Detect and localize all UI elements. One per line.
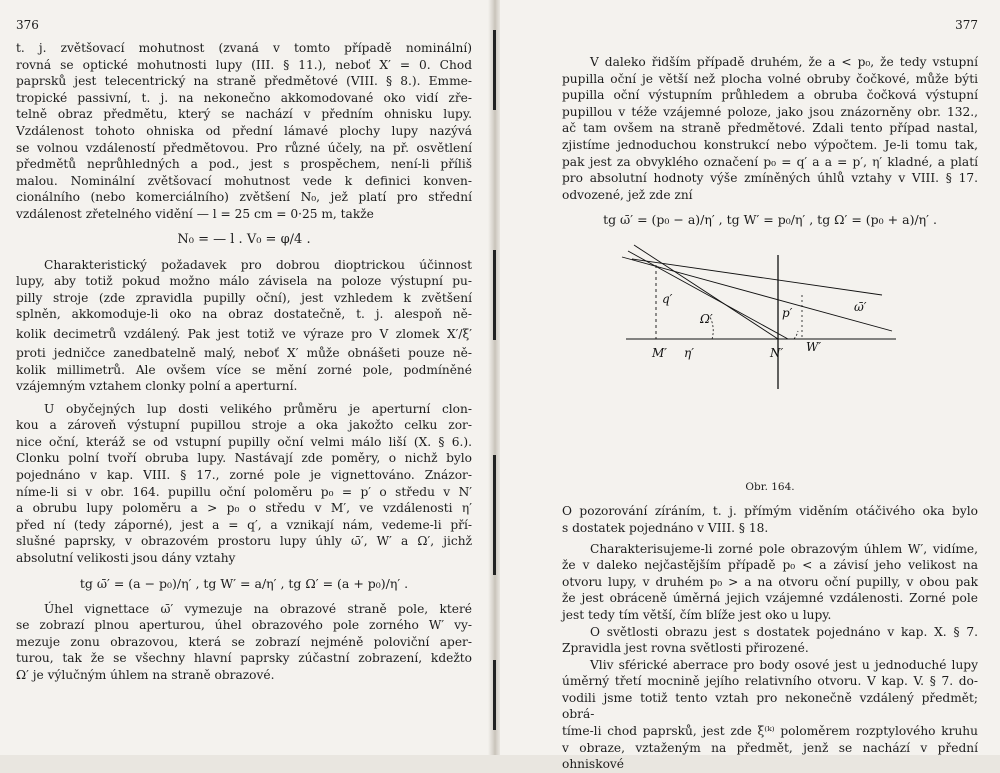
- right-para-1: [562, 54, 978, 203]
- text-line: pak jest za obvyklého označení p₀ = q′ a a = p′, η′ kladné, a platí: [562, 154, 978, 169]
- figure-164: [562, 237, 978, 475]
- angle-arc: [794, 331, 798, 339]
- label-p: p′: [782, 306, 793, 321]
- text-line: pupillou v téže vzájemné poloze, jako jsou znázorněny obr. 132.,: [562, 104, 978, 119]
- text-line: Vzdálenost tohoto ohniska od přední lámavé plochy lupy nazývá: [16, 123, 472, 138]
- figure-caption: Obr. 164.: [745, 481, 795, 494]
- text-line: proti jedničce zanedbatelně malý, neboť X′ může obnášeti pouze ně-: [16, 345, 472, 360]
- text-line: mezuje zonu obrazovou, která se zobrazí nejméně poloviční aper-: [16, 634, 472, 649]
- text-line: Charakteristický požadavek pro dobrou dioptrickou účinnost: [44, 257, 472, 272]
- text-line: úměrný třetí mocnině jejího relativního otvoru. V kap. V. § 7. do-: [562, 674, 978, 689]
- text-line: ač tam ovšem na straně předmětové. Zdali tento případ nastal,: [562, 121, 978, 136]
- gutter-shadow: [493, 455, 496, 575]
- right-para-4: [562, 624, 978, 657]
- left-para-4: [16, 601, 472, 684]
- gutter-shadow: [493, 250, 496, 340]
- text-line: pilly stroje (zde zpravidla pupilly oční), jest vzhledem k zvětšení: [16, 290, 472, 305]
- text-line: splněn, akkomoduje-li oko na obraz dostatečně, t. j. alespoň ně-: [16, 307, 472, 322]
- text-line: cionálního (nebo komerciálního) zvětšení N₀, jež platí pro střední: [16, 190, 472, 205]
- left-page: [0, 0, 490, 755]
- text-line: a obrubu lupy poloměru a > p₀ o středu v M′, ve vzdálenosti η′: [16, 501, 472, 516]
- text-line: pupilla oční výstupním průhledem a obruba čočková výstupní: [562, 88, 978, 103]
- text-line: otvoru lupy, v druhém p₀ > a na otvoru oční pupilly, v obou pak: [562, 574, 978, 589]
- formula-n0: N₀ = — l . V₀ = φ/4 .: [177, 231, 311, 247]
- right-para-3: [562, 541, 978, 624]
- text-line: t. j. zvětšovací mohutnost (zvaná v tomto případě nominální): [16, 41, 472, 55]
- optics-diagram: [562, 237, 978, 475]
- text-line: Ω′ je výlučným úhlem na straně obrazové.: [16, 668, 275, 682]
- text-line: před ní (tedy záporné), jest a = q′, a vznikají nám, vedeme-li pří-: [16, 517, 472, 532]
- formula-tangents-left: tg ω̄′ = (a − p₀)/η′ , tg W′ = a/η′ , tg Ω′ = (a + p₀)/η′ .: [79, 575, 409, 591]
- page-number-right: 377: [955, 18, 978, 32]
- text-line: O pozorování zíráním, t. j. přímým viděním otáčivého oka bylo: [562, 504, 978, 519]
- gutter-shadow: [493, 660, 496, 730]
- text-line: vzdálenost zřetelného vidění — l = 25 cm = 0·25 m, takže: [16, 206, 374, 221]
- text-line: odvozené, jež zde zní: [562, 187, 693, 202]
- label-eta: η′: [684, 346, 694, 361]
- text-line: Vliv sférické aberrace pro body osové jest u jednoduché lupy: [590, 657, 978, 672]
- text-line: Zpravidla jest rovna světlosti přirozené.: [562, 641, 809, 656]
- text-line: se zobrazí plnou aperturou, úhel obrazového pole zorného W′ vy-: [16, 618, 472, 633]
- right-para-5: [562, 657, 978, 773]
- text-line: že jest obráceně úměrná jejich vzájemné vzdálenosti. Zorné pole: [562, 591, 978, 606]
- text-line: Charakterisujeme-li zorné pole obrazovým úhlem W′, vidíme,: [590, 541, 978, 556]
- label-q: q′: [662, 292, 673, 307]
- text-line: paprsků jest telecentrický na straně předmětové (VIII. § 8.). Emme-: [16, 74, 472, 89]
- text-line: V daleko řidším případě druhém, že a < p₀, že tedy vstupní: [590, 55, 978, 69]
- text-line: kou a zároveň výstupní pupillou stroje a oka jakožto celku zor-: [16, 418, 472, 433]
- right-para-2: [562, 503, 978, 536]
- text-line: Úhel vignettace ω̄′ vymezuje na obrazové straně pole, které: [44, 601, 472, 616]
- text-line: vzájemným vztahem clonky polní a aperturní.: [16, 379, 298, 394]
- text-line: jest tedy tím větší, čím blíže jest oko u lupy.: [562, 607, 832, 622]
- text-line: absolutní velikosti jsou dány vztahy: [16, 551, 236, 566]
- label-omega: ω̄′: [854, 300, 867, 315]
- text-line: pupilla oční je větší než plocha volné obruby čočkové, může býti: [562, 71, 978, 86]
- text-line: se volnou vzdáleností předmětovou. Pro různé účely, na př. osvětlení: [16, 140, 472, 155]
- text-line: malou. Nominální zvětšovací mohutnost vede k definici konven-: [16, 173, 472, 188]
- label-M: M′: [652, 346, 668, 361]
- text-line: vodili jsme totiž tento vztah pro nekonečně vzdálený předmět; obrá-: [562, 690, 978, 722]
- text-line: kolik millimetrů. Ale ovšem více se mění zorné pole, podmíněné: [16, 362, 472, 377]
- text-line: lupy, aby totiž pokud možno málo závisela na poloze výstupní pu-: [16, 274, 472, 289]
- label-Omega: Ω′: [700, 312, 713, 327]
- text-line: O světlosti obrazu jest s dostatek pojednáno v kap. X. § 7.: [590, 624, 978, 639]
- left-para-3: [16, 401, 472, 567]
- left-para-1: [16, 40, 472, 223]
- text-line: pojednáno v kap. VIII. § 17., zorné pole je vignettováno. Znázor-: [16, 468, 472, 483]
- text-line: nice oční, kteráž se od vstupní pupilly oční velmi málo liší (X. § 6.).: [16, 434, 472, 449]
- text-line: kolik decimetrů vzdálený. Pak jest totiž ve výraze pro V zlomek X′/ξ′: [16, 326, 472, 341]
- text-line: s dostatek pojednáno v VIII. § 18.: [562, 520, 769, 535]
- right-page: [500, 0, 1000, 772]
- text-line: U obyčejných lup dosti velikého průměru je aperturní clon-: [44, 401, 472, 416]
- page-number-left: 376: [16, 18, 39, 32]
- text-line: v obraze, vztaženým na předmět, jenž se nachází v přední ohniskové: [562, 740, 978, 772]
- text-line: že v daleko nejčastějším případě p₀ < a závisí jeho velikost na: [562, 558, 978, 573]
- text-line: zjistíme jednoduchou konstrukcí nebo výpočtem. Je-li tomu tak,: [562, 137, 978, 152]
- text-line: předmětů neprůhledných a pod., jest s prospěchem, není-li příliš: [16, 157, 472, 172]
- ray-line: [632, 259, 882, 295]
- formula-tangents-right: tg ω̄′ = (p₀ − a)/η′ , tg W′ = p₀/η′ , tg Ω′ = (p₀ + a)/η′ .: [603, 212, 937, 228]
- label-N: N′: [770, 346, 784, 361]
- text-line: turou, tak že se všechny hlavní paprsky zúčastní zobrazení, kdežto: [16, 651, 472, 666]
- text-line: pro absolutní hodnoty výše zmíněných úhlů vztahy v VIII. § 17.: [562, 171, 978, 186]
- label-W: W′: [806, 340, 822, 355]
- text-line: Clonku polní tvoří obruba lupy. Nastávají zde poměry, o nichž bylo: [16, 451, 472, 466]
- text-line: slušné paprsky, v obrazovém prostoru lupy úhly ω̄′, W′ a Ω′, jichž: [16, 534, 472, 549]
- text-line: tíme-li chod paprsků, jest zde ξ⁽ᵏ⁾ poloměrem rozptylového kruhu: [562, 724, 978, 739]
- gutter-shadow: [493, 30, 496, 110]
- text-line: rovná se optické mohutnosti lupy (III. § 11.), neboť X′ = 0. Chod: [16, 57, 472, 72]
- text-line: telně obraz předmětu, který se nachází v předním ohnisku lupy.: [16, 107, 472, 122]
- left-para-2: [16, 257, 472, 395]
- text-line: tropické passivní, t. j. na nekonečno akkomodované oko vidí zře-: [16, 90, 472, 105]
- text-line: níme-li si v obr. 164. pupillu oční poloměru p₀ = p′ o středu v N′: [16, 484, 472, 499]
